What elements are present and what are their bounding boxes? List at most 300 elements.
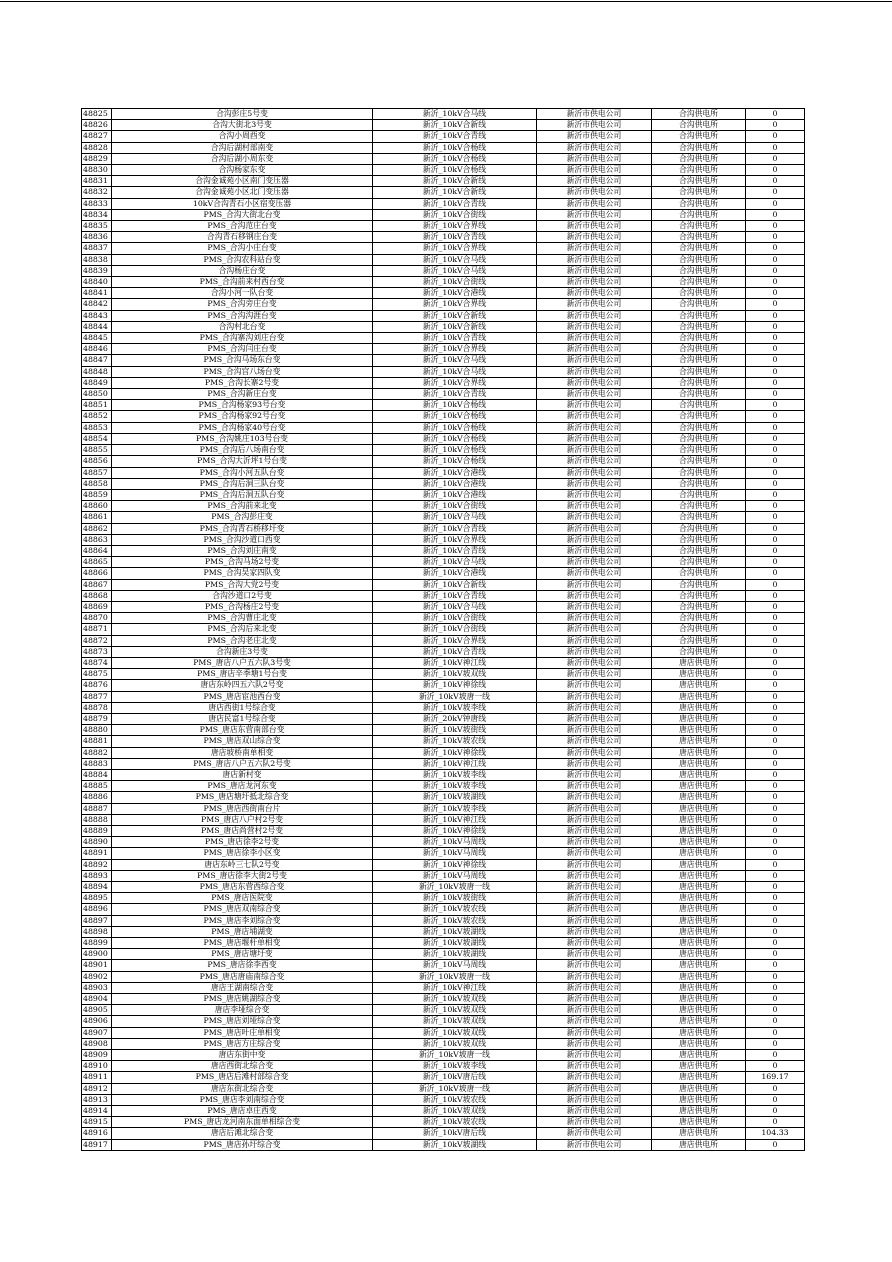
- table-row: [82, 601, 805, 612]
- table-row: [82, 691, 805, 702]
- company-cell: 新沂市供电公司: [537, 310, 652, 321]
- value-cell: 0: [746, 736, 805, 747]
- station-name-cell: PMS_合沟青石桥移圩变: [112, 523, 373, 534]
- station-name-cell: PMS_合沟曹庄北变: [112, 613, 373, 624]
- value-cell: 104.33: [746, 1128, 805, 1139]
- office-cell: 唐店供电所: [652, 1128, 746, 1139]
- office-cell: 唐店供电所: [652, 1094, 746, 1105]
- value-cell: 0: [746, 1117, 805, 1128]
- row-id-cell: 48870: [82, 613, 112, 624]
- company-cell: 新沂市供电公司: [537, 299, 652, 310]
- station-name-cell: PMS_唐店八户五六队2号变: [112, 758, 373, 769]
- office-cell: 唐店供电所: [652, 915, 746, 926]
- table-row: [82, 478, 805, 489]
- table-row: [82, 870, 805, 881]
- line-name-cell: 新沂_10kV合界线: [373, 243, 537, 254]
- station-name-cell: 合沟大街北3号变: [112, 120, 373, 131]
- line-name-cell: 新沂_10kV合港线: [373, 478, 537, 489]
- row-id-cell: 48911: [82, 1072, 112, 1083]
- row-id-cell: 48898: [82, 926, 112, 937]
- company-cell: 新沂市供电公司: [537, 938, 652, 949]
- line-name-cell: 新沂_10kV坡街线: [373, 893, 537, 904]
- row-id-cell: 48840: [82, 277, 112, 288]
- table-row: [82, 1117, 805, 1128]
- company-cell: 新沂市供电公司: [537, 971, 652, 982]
- table-row: [82, 624, 805, 635]
- company-cell: 新沂市供电公司: [537, 915, 652, 926]
- line-name-cell: 新沂_10kV坡湖线: [373, 926, 537, 937]
- line-name-cell: 新沂_10kV合街线: [373, 613, 537, 624]
- office-cell: 合沟供电所: [652, 601, 746, 612]
- value-cell: 0: [746, 501, 805, 512]
- office-cell: 唐店供电所: [652, 736, 746, 747]
- row-id-cell: 48889: [82, 826, 112, 837]
- table-row: [82, 758, 805, 769]
- company-cell: 新沂市供电公司: [537, 792, 652, 803]
- row-id-cell: 48917: [82, 1139, 112, 1150]
- table-row: [82, 1072, 805, 1083]
- line-name-cell: 新沂_10kV坡双线: [373, 1005, 537, 1016]
- table-row: [82, 209, 805, 220]
- company-cell: 新沂市供电公司: [537, 1083, 652, 1094]
- row-id-cell: 48881: [82, 736, 112, 747]
- table-row: [82, 433, 805, 444]
- value-cell: 169.17: [746, 1072, 805, 1083]
- row-id-cell: 48880: [82, 725, 112, 736]
- value-cell: 0: [746, 232, 805, 243]
- value-cell: 0: [746, 826, 805, 837]
- line-name-cell: 新沂_10kV坡唐一线: [373, 882, 537, 893]
- station-name-cell: PMS_唐店塘圩抵北综合变: [112, 792, 373, 803]
- line-name-cell: 新沂_10kV坡农线: [373, 1094, 537, 1105]
- station-name-cell: PMS_唐店刘垭综合变: [112, 1016, 373, 1027]
- row-id-cell: 48843: [82, 310, 112, 321]
- company-cell: 新沂市供电公司: [537, 153, 652, 164]
- company-cell: 新沂市供电公司: [537, 467, 652, 478]
- office-cell: 合沟供电所: [652, 557, 746, 568]
- value-cell: 0: [746, 579, 805, 590]
- table-row: [82, 142, 805, 153]
- value-cell: 0: [746, 254, 805, 265]
- company-cell: 新沂市供电公司: [537, 635, 652, 646]
- line-name-cell: 新沂_10kV神江线: [373, 982, 537, 993]
- office-cell: 合沟供电所: [652, 310, 746, 321]
- office-cell: 唐店供电所: [652, 926, 746, 937]
- table-row: [82, 1050, 805, 1061]
- value-cell: 0: [746, 949, 805, 960]
- line-name-cell: 新沂_10kV坡湖线: [373, 792, 537, 803]
- value-cell: 0: [746, 288, 805, 299]
- station-name-cell: PMS_唐店龙河南东面单相综合变: [112, 1117, 373, 1128]
- row-id-cell: 48886: [82, 792, 112, 803]
- office-cell: 唐店供电所: [652, 657, 746, 668]
- row-id-cell: 48873: [82, 646, 112, 657]
- company-cell: 新沂市供电公司: [537, 142, 652, 153]
- station-name-cell: PMS_唐店宦池西台变: [112, 691, 373, 702]
- office-cell: 唐店供电所: [652, 1050, 746, 1061]
- value-cell: 0: [746, 1139, 805, 1150]
- station-name-cell: PMS_合沟杨庄2号变: [112, 601, 373, 612]
- line-name-cell: 新沂_10kV合街线: [373, 277, 537, 288]
- office-cell: 合沟供电所: [652, 176, 746, 187]
- table-row: [82, 1016, 805, 1027]
- table-row: [82, 1106, 805, 1117]
- office-cell: 合沟供电所: [652, 187, 746, 198]
- row-id-cell: 48828: [82, 142, 112, 153]
- value-cell: 0: [746, 1038, 805, 1049]
- value-cell: 0: [746, 142, 805, 153]
- company-cell: 新沂市供电公司: [537, 579, 652, 590]
- table-row: [82, 165, 805, 176]
- table-row: [82, 982, 805, 993]
- company-cell: 新沂市供电公司: [537, 624, 652, 635]
- company-cell: 新沂市供电公司: [537, 433, 652, 444]
- table-row: [82, 1128, 805, 1139]
- table-row: [82, 579, 805, 590]
- value-cell: 0: [746, 299, 805, 310]
- station-name-cell: PMS_唐店后滩村部综合变: [112, 1072, 373, 1083]
- value-cell: 0: [746, 422, 805, 433]
- line-name-cell: 新沂_10kV神徐线: [373, 826, 537, 837]
- table-row: [82, 859, 805, 870]
- line-name-cell: 新沂_10kV合杨线: [373, 433, 537, 444]
- company-cell: 新沂市供电公司: [537, 523, 652, 534]
- line-name-cell: 新沂_10kV坡双线: [373, 1038, 537, 1049]
- table-row: [82, 1139, 805, 1150]
- value-cell: 0: [746, 467, 805, 478]
- line-name-cell: 新沂_10kV马周线: [373, 837, 537, 848]
- row-id-cell: 48904: [82, 994, 112, 1005]
- station-name-cell: 唐店王湖南综合变: [112, 982, 373, 993]
- company-cell: 新沂市供电公司: [537, 725, 652, 736]
- row-id-cell: 48900: [82, 949, 112, 960]
- row-id-cell: 48856: [82, 456, 112, 467]
- row-id-cell: 48859: [82, 489, 112, 500]
- office-cell: 合沟供电所: [652, 355, 746, 366]
- row-id-cell: 48857: [82, 467, 112, 478]
- table-row: [82, 198, 805, 209]
- company-cell: 新沂市供电公司: [537, 814, 652, 825]
- station-name-cell: 合沟金诚苑小区北门变压器: [112, 187, 373, 198]
- row-id-cell: 48899: [82, 938, 112, 949]
- row-id-cell: 48860: [82, 501, 112, 512]
- office-cell: 唐店供电所: [652, 781, 746, 792]
- company-cell: 新沂市供电公司: [537, 501, 652, 512]
- line-name-cell: 新沂_10kV坡李线: [373, 769, 537, 780]
- office-cell: 唐店供电所: [652, 747, 746, 758]
- table-row: [82, 355, 805, 366]
- row-id-cell: 48867: [82, 579, 112, 590]
- row-id-cell: 48839: [82, 265, 112, 276]
- station-name-cell: 唐店西街北综合变: [112, 1061, 373, 1072]
- table-row: [82, 837, 805, 848]
- company-cell: 新沂市供电公司: [537, 1061, 652, 1072]
- office-cell: 唐店供电所: [652, 1139, 746, 1150]
- value-cell: 0: [746, 456, 805, 467]
- line-name-cell: 新沂_10kV合杨线: [373, 422, 537, 433]
- value-cell: 0: [746, 792, 805, 803]
- company-cell: 新沂市供电公司: [537, 859, 652, 870]
- row-id-cell: 48892: [82, 859, 112, 870]
- line-name-cell: 新沂_10kV神徐线: [373, 859, 537, 870]
- value-cell: 0: [746, 837, 805, 848]
- table-row: [82, 288, 805, 299]
- station-name-cell: 唐店东岭四五六队2号变: [112, 680, 373, 691]
- table-row: [82, 960, 805, 971]
- office-cell: 合沟供电所: [652, 523, 746, 534]
- value-cell: 0: [746, 176, 805, 187]
- row-id-cell: 48916: [82, 1128, 112, 1139]
- row-id-cell: 48847: [82, 355, 112, 366]
- value-cell: 0: [746, 265, 805, 276]
- line-name-cell: 新沂_10kV神江线: [373, 814, 537, 825]
- station-name-cell: PMS_合沟宫八场台变: [112, 366, 373, 377]
- office-cell: 唐店供电所: [652, 1038, 746, 1049]
- row-id-cell: 48894: [82, 882, 112, 893]
- table-row: [82, 232, 805, 243]
- line-name-cell: 新沂_10kV合街线: [373, 209, 537, 220]
- office-cell: 合沟供电所: [652, 467, 746, 478]
- office-cell: 合沟供电所: [652, 120, 746, 131]
- station-name-cell: PMS_合沟小庄台变: [112, 243, 373, 254]
- station-name-cell: PMS_合沟老庄北变: [112, 635, 373, 646]
- row-id-cell: 48883: [82, 758, 112, 769]
- office-cell: 唐店供电所: [652, 893, 746, 904]
- station-name-cell: PMS_唐店徐李西变: [112, 960, 373, 971]
- office-cell: 合沟供电所: [652, 142, 746, 153]
- value-cell: 0: [746, 646, 805, 657]
- office-cell: 合沟供电所: [652, 389, 746, 400]
- office-cell: 合沟供电所: [652, 221, 746, 232]
- company-cell: 新沂市供电公司: [537, 478, 652, 489]
- table-row: [82, 512, 805, 523]
- station-name-cell: PMS_合沟前来村西台变: [112, 277, 373, 288]
- company-cell: 新沂市供电公司: [537, 982, 652, 993]
- company-cell: 新沂市供电公司: [537, 1094, 652, 1105]
- value-cell: 0: [746, 803, 805, 814]
- company-cell: 新沂市供电公司: [537, 736, 652, 747]
- station-name-cell: 唐店新村变: [112, 769, 373, 780]
- station-name-cell: PMS_唐店埔湖变: [112, 926, 373, 937]
- value-cell: 0: [746, 680, 805, 691]
- line-name-cell: 新沂_10kV合青线: [373, 232, 537, 243]
- value-cell: 0: [746, 366, 805, 377]
- station-name-cell: 唐店东街中变: [112, 1050, 373, 1061]
- table-row: [82, 613, 805, 624]
- company-cell: 新沂市供电公司: [537, 400, 652, 411]
- station-name-cell: 合沟沙道口2号变: [112, 590, 373, 601]
- station-name-cell: PMS_唐店唐庙南综合变: [112, 971, 373, 982]
- line-name-cell: 新沂_10kV坡农线: [373, 915, 537, 926]
- office-cell: 合沟供电所: [652, 501, 746, 512]
- station-name-cell: 合沟村北台变: [112, 321, 373, 332]
- company-cell: 新沂市供电公司: [537, 411, 652, 422]
- value-cell: 0: [746, 725, 805, 736]
- station-name-cell: 唐店民富1号综合变: [112, 713, 373, 724]
- station-name-cell: PMS_合沟长寨2号变: [112, 377, 373, 388]
- value-cell: 0: [746, 635, 805, 646]
- value-cell: 0: [746, 971, 805, 982]
- company-cell: 新沂市供电公司: [537, 1038, 652, 1049]
- office-cell: 合沟供电所: [652, 613, 746, 624]
- table-row: [82, 725, 805, 736]
- company-cell: 新沂市供电公司: [537, 389, 652, 400]
- table-row: [82, 366, 805, 377]
- line-name-cell: 新沂_10kV合杨线: [373, 411, 537, 422]
- office-cell: 合沟供电所: [652, 131, 746, 142]
- company-cell: 新沂市供电公司: [537, 366, 652, 377]
- value-cell: 0: [746, 545, 805, 556]
- value-cell: 0: [746, 131, 805, 142]
- office-cell: 合沟供电所: [652, 445, 746, 456]
- table-row: [82, 971, 805, 982]
- table-row: [82, 377, 805, 388]
- line-name-cell: 新沂_10kV合新线: [373, 187, 537, 198]
- company-cell: 新沂市供电公司: [537, 288, 652, 299]
- line-name-cell: 新沂_10kV坡双线: [373, 994, 537, 1005]
- value-cell: 0: [746, 198, 805, 209]
- line-name-cell: 新沂_10kV合界线: [373, 534, 537, 545]
- row-id-cell: 48851: [82, 400, 112, 411]
- row-id-cell: 48902: [82, 971, 112, 982]
- station-name-cell: PMS_合沟后洞五队台变: [112, 489, 373, 500]
- company-cell: 新沂市供电公司: [537, 422, 652, 433]
- station-name-cell: 合沟后湖小周东变: [112, 153, 373, 164]
- station-name-cell: PMS_唐店叶庄单相变: [112, 1027, 373, 1038]
- company-cell: 新沂市供电公司: [537, 657, 652, 668]
- company-cell: 新沂市供电公司: [537, 445, 652, 456]
- value-cell: 0: [746, 165, 805, 176]
- company-cell: 新沂市供电公司: [537, 568, 652, 579]
- company-cell: 新沂市供电公司: [537, 680, 652, 691]
- station-name-cell: 唐店西街1号综合变: [112, 702, 373, 713]
- value-cell: 0: [746, 657, 805, 668]
- table-row: [82, 187, 805, 198]
- table-row: [82, 523, 805, 534]
- row-id-cell: 48846: [82, 344, 112, 355]
- table-row: [82, 333, 805, 344]
- value-cell: 0: [746, 400, 805, 411]
- company-cell: 新沂市供电公司: [537, 221, 652, 232]
- line-name-cell: 新沂_10kV坡双线: [373, 1106, 537, 1117]
- row-id-cell: 48890: [82, 837, 112, 848]
- row-id-cell: 48864: [82, 545, 112, 556]
- office-cell: 唐店供电所: [652, 904, 746, 915]
- station-name-cell: 唐店李垭综合变: [112, 1005, 373, 1016]
- line-name-cell: 新沂_10kV合青线: [373, 646, 537, 657]
- row-id-cell: 48896: [82, 904, 112, 915]
- company-cell: 新沂市供电公司: [537, 254, 652, 265]
- line-name-cell: 新沂_10kV合马线: [373, 557, 537, 568]
- table-row: [82, 781, 805, 792]
- company-cell: 新沂市供电公司: [537, 960, 652, 971]
- office-cell: 合沟供电所: [652, 265, 746, 276]
- station-name-cell: PMS_合沟马场东台变: [112, 355, 373, 366]
- line-name-cell: 新沂_10kV合杨线: [373, 400, 537, 411]
- station-name-cell: 合沟金诚苑小区南门变压器: [112, 176, 373, 187]
- row-id-cell: 48888: [82, 814, 112, 825]
- value-cell: 0: [746, 310, 805, 321]
- station-name-cell: PMS_合沟前来北变: [112, 501, 373, 512]
- office-cell: 唐店供电所: [652, 1027, 746, 1038]
- office-cell: 唐店供电所: [652, 1061, 746, 1072]
- office-cell: 唐店供电所: [652, 769, 746, 780]
- company-cell: 新沂市供电公司: [537, 198, 652, 209]
- table-row: [82, 893, 805, 904]
- value-cell: 0: [746, 624, 805, 635]
- line-name-cell: 新沂_10kV合青线: [373, 523, 537, 534]
- line-name-cell: 新沂_10kV合界线: [373, 221, 537, 232]
- table-row: [82, 657, 805, 668]
- table-row: [82, 221, 805, 232]
- company-cell: 新沂市供电公司: [537, 646, 652, 657]
- office-cell: 唐店供电所: [652, 1106, 746, 1117]
- value-cell: 0: [746, 534, 805, 545]
- row-id-cell: 48829: [82, 153, 112, 164]
- company-cell: 新沂市供电公司: [537, 277, 652, 288]
- value-cell: 0: [746, 209, 805, 220]
- company-cell: 新沂市供电公司: [537, 243, 652, 254]
- table-row: [82, 1027, 805, 1038]
- row-id-cell: 48891: [82, 848, 112, 859]
- company-cell: 新沂市供电公司: [537, 321, 652, 332]
- office-cell: 合沟供电所: [652, 568, 746, 579]
- station-name-cell: PMS_合沟杨家93号台变: [112, 400, 373, 411]
- value-cell: 0: [746, 433, 805, 444]
- value-cell: 0: [746, 109, 805, 120]
- table-row: [82, 568, 805, 579]
- office-cell: 唐店供电所: [652, 1083, 746, 1094]
- row-id-cell: 48848: [82, 366, 112, 377]
- table-row: [82, 1005, 805, 1016]
- line-name-cell: 新沂_10kV坡农线: [373, 1117, 537, 1128]
- table-row: [82, 445, 805, 456]
- line-name-cell: 新沂_10kV合港线: [373, 288, 537, 299]
- row-id-cell: 48884: [82, 769, 112, 780]
- value-cell: 0: [746, 926, 805, 937]
- station-name-cell: PMS_唐店方庄综合变: [112, 1038, 373, 1049]
- company-cell: 新沂市供电公司: [537, 691, 652, 702]
- office-cell: 唐店供电所: [652, 702, 746, 713]
- table-row: [82, 826, 805, 837]
- table-row: [82, 994, 805, 1005]
- value-cell: 0: [746, 669, 805, 680]
- station-name-cell: PMS_唐店孙圩综合变: [112, 1139, 373, 1150]
- office-cell: 合沟供电所: [652, 321, 746, 332]
- company-cell: 新沂市供电公司: [537, 826, 652, 837]
- value-cell: 0: [746, 691, 805, 702]
- line-name-cell: 新沂_10kV坡湖线: [373, 938, 537, 949]
- value-cell: 0: [746, 344, 805, 355]
- station-name-cell: PMS_唐店李刘综合变: [112, 915, 373, 926]
- value-cell: 0: [746, 814, 805, 825]
- line-name-cell: 新沂_10kV合马线: [373, 512, 537, 523]
- station-name-cell: 合沟彭庄5号变: [112, 109, 373, 120]
- row-id-cell: 48827: [82, 131, 112, 142]
- line-name-cell: 新沂_10kV坡街线: [373, 725, 537, 736]
- row-id-cell: 48875: [82, 669, 112, 680]
- line-name-cell: 新沂_10kV合新线: [373, 120, 537, 131]
- value-cell: 0: [746, 848, 805, 859]
- table-row: [82, 153, 805, 164]
- value-cell: 0: [746, 1016, 805, 1027]
- row-id-cell: 48866: [82, 568, 112, 579]
- line-name-cell: 新沂_10kV神徐线: [373, 680, 537, 691]
- office-cell: 合沟供电所: [652, 109, 746, 120]
- company-cell: 新沂市供电公司: [537, 512, 652, 523]
- company-cell: 新沂市供电公司: [537, 803, 652, 814]
- company-cell: 新沂市供电公司: [537, 377, 652, 388]
